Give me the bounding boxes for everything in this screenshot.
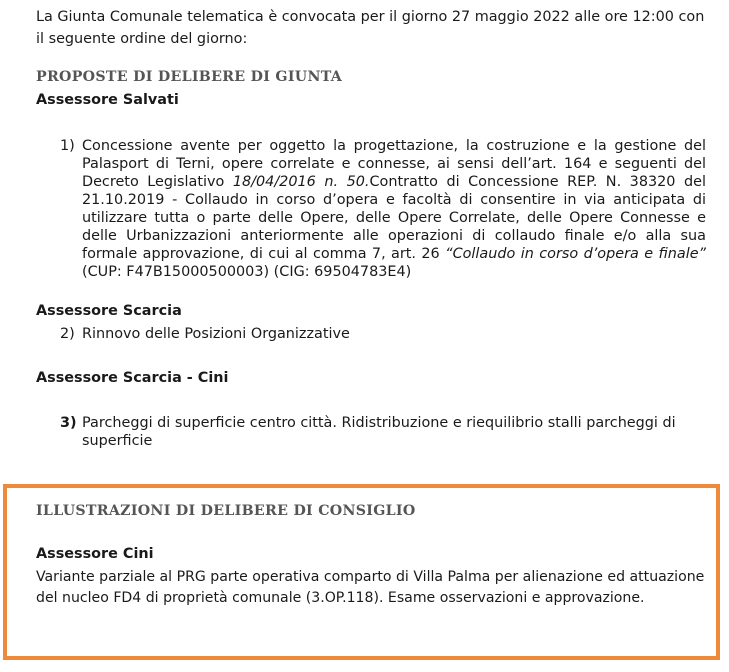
section-title-consiglio: ILLUSTRAZIONI DI DELIBERE DI CONSIGLIO (36, 503, 416, 519)
item-text (82, 137, 706, 281)
council-item-text: Variante parziale al PRG parte operativa comparto di Villa Palma per alienazione ed attuazione del nucleo FD4 di proprietà comunale (3.OP.118). Esame osservazioni e approvazione. (36, 569, 705, 606)
assessor-cini: Assessore Cini (36, 546, 154, 562)
item-text: Parcheggi di superficie centro città. Ridistribuzione e riequilibrio stalli parcheggi di superficie (82, 415, 676, 449)
item-text: Rinnovo delle Posizioni Organizzative (82, 326, 350, 342)
assessor-scarcia: Assessore Scarcia (36, 303, 182, 319)
item-text-italic: “Collaudo in corso d’opera e finale” (445, 246, 707, 262)
item-text-part: Contratto di Concessione REP. N. 38320 del 21.10.2019 - Collaudo in corso d’opera e facoltà di consentire in via anticipata di utilizzare tutta o parte delle Opere, delle Opere Correlate, delle Opere Connesse e delle Urbanizzazioni anteriormente alle operazioni di collaudo finale e/o alla sua formale approvazione, di cui al comma 7, art. 26 (82, 174, 706, 262)
item-number: 1) (60, 138, 75, 154)
assessor-salvati: Assessore Salvati (36, 92, 179, 108)
item-text-part: (CUP: F47B15000500003) (CIG: 69504783E4) (82, 264, 412, 280)
assessor-scarcia-cini: Assessore Scarcia - Cini (36, 370, 229, 386)
intro-paragraph: La Giunta Comunale telematica è convocata per il giorno 27 maggio 2022 alle ore 12:00 con il seguente ordine del giorno: (36, 9, 705, 47)
item-text-part: Concessione avente per oggetto la progettazione, la costruzione e la gestione del Palasport di Terni, opere correlate e connesse, ai sensi dell’art. 164 e seguenti del Decreto Legislativo (82, 138, 706, 190)
item-number: 3) (60, 415, 77, 431)
item-text-italic: 18/04/2016 n. 50. (232, 174, 370, 190)
section-title-giunta: PROPOSTE DI DELIBERE DI GIUNTA (36, 69, 343, 85)
item-number: 2) (60, 326, 75, 342)
agenda-item-2 (60, 325, 706, 345)
agenda-item-3 (60, 414, 706, 454)
agenda-item-1 (60, 137, 706, 287)
